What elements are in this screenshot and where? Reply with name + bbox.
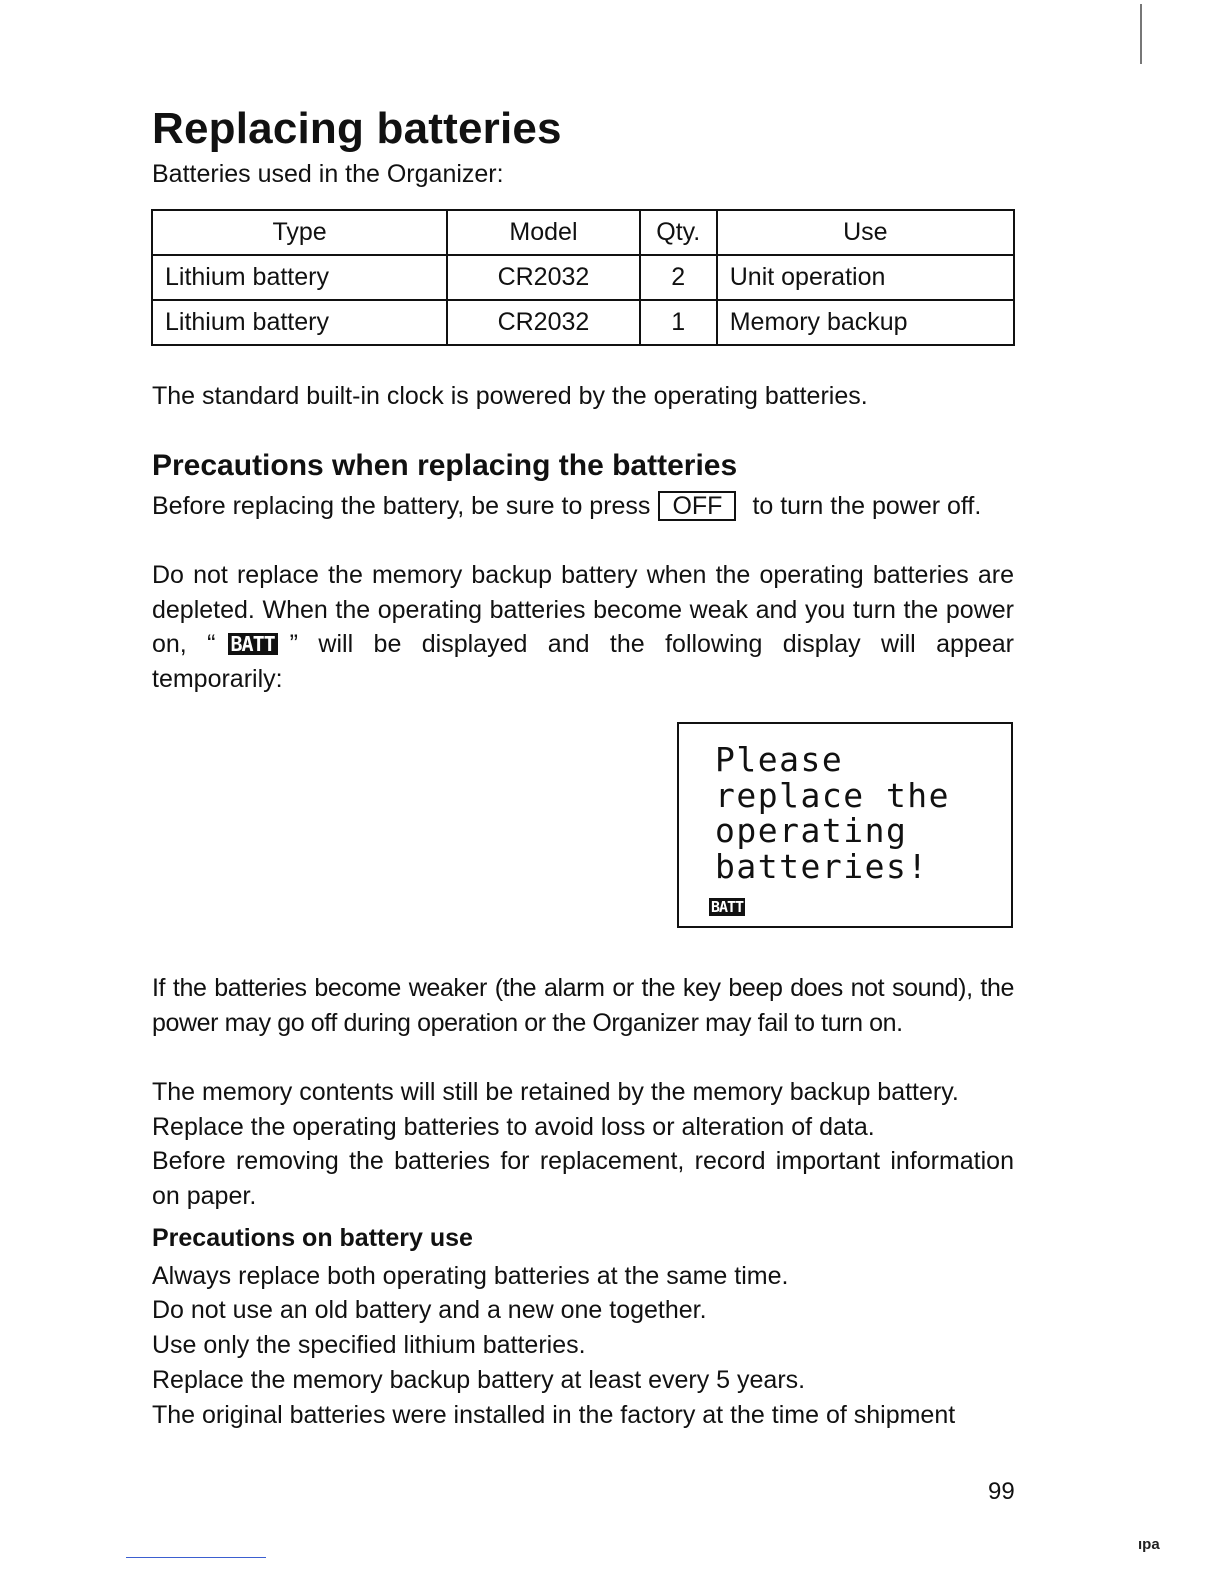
table-header-cell: Qty. bbox=[640, 210, 717, 255]
intro-text: Batteries used in the Organizer: bbox=[152, 160, 504, 188]
weak-batteries-paragraph: If the batteries become weaker (the alarm or the key beep does not sound), the power may go off during operation or the Organizer may fail to turn on. bbox=[152, 974, 1014, 1037]
table-cell: CR2032 bbox=[447, 300, 640, 345]
press-off-paragraph bbox=[152, 489, 1014, 524]
battery-use-line: Replace the memory backup battery at least every 5 years. bbox=[152, 1366, 806, 1394]
scan-blue-rule bbox=[126, 1557, 266, 1558]
table-cell: Unit operation bbox=[717, 255, 1014, 300]
retain-line: The memory contents will still be retained by the memory backup battery. bbox=[152, 1078, 959, 1106]
lcd-message bbox=[715, 742, 950, 884]
paragraph-text: Do not replace the memory backup battery when the operating batteries are depleted. When the operating batteries become weak and you turn the power on, “ bbox=[152, 561, 1014, 658]
page-title: Replacing batteries bbox=[152, 104, 562, 153]
battery-use-line: Do not use an old battery and a new one together. bbox=[152, 1296, 707, 1324]
table-header-cell: Model bbox=[447, 210, 640, 255]
table-row bbox=[152, 255, 1014, 300]
table-header-row bbox=[152, 210, 1014, 255]
off-key-label: OFF bbox=[658, 491, 736, 521]
table-cell: Lithium battery bbox=[152, 255, 447, 300]
page-number: 99 bbox=[988, 1478, 1015, 1505]
battery-table bbox=[151, 209, 1015, 346]
scan-edge-mark bbox=[1140, 4, 1142, 64]
retain-line: Replace the operating batteries to avoid loss or alteration of data. bbox=[152, 1113, 875, 1141]
adjacent-page-fragment: ıpa bbox=[1138, 1536, 1160, 1553]
lcd-display-illustration bbox=[677, 722, 1013, 928]
lcd-line: operating bbox=[715, 811, 908, 850]
clock-note: The standard built-in clock is powered by the operating batteries. bbox=[152, 382, 868, 410]
lcd-batt-indicator-icon: BATT bbox=[711, 898, 744, 916]
paragraph-text: Before replacing the battery, be sure to press bbox=[152, 492, 651, 520]
lcd-line: batteries! bbox=[715, 846, 929, 886]
table-header-cell: Use bbox=[717, 210, 1014, 255]
table-cell: Memory backup bbox=[717, 300, 1014, 345]
battery-use-line: Always replace both operating batteries at the same time. bbox=[152, 1262, 789, 1290]
table-cell: Lithium battery bbox=[152, 300, 447, 345]
paragraph-text: to turn the power off. bbox=[752, 492, 982, 520]
battery-use-line: The original batteries were installed in the factory at the time of shipment bbox=[152, 1401, 956, 1429]
batt-display-paragraph bbox=[152, 558, 1014, 696]
retain-line: Before removing the batteries for replacement, record important information on paper. bbox=[152, 1147, 1014, 1210]
section-heading-replacing: Precautions when replacing the batteries bbox=[152, 449, 738, 482]
table-cell: CR2032 bbox=[447, 255, 640, 300]
table-header-cell: Type bbox=[152, 210, 447, 255]
table-row bbox=[152, 300, 1014, 345]
section-heading-battery-use: Precautions on battery use bbox=[152, 1224, 473, 1252]
lcd-line: Please bbox=[715, 740, 844, 779]
table-cell: 2 bbox=[640, 255, 717, 300]
paragraph-text: ” will be displayed and the following display will appear temporarily: bbox=[152, 630, 1014, 693]
batt-indicator-icon: BATT bbox=[228, 633, 278, 655]
lcd-line: replace the bbox=[715, 775, 951, 815]
table-cell: 1 bbox=[640, 300, 717, 345]
battery-use-line: Use only the specified lithium batteries. bbox=[152, 1331, 586, 1359]
